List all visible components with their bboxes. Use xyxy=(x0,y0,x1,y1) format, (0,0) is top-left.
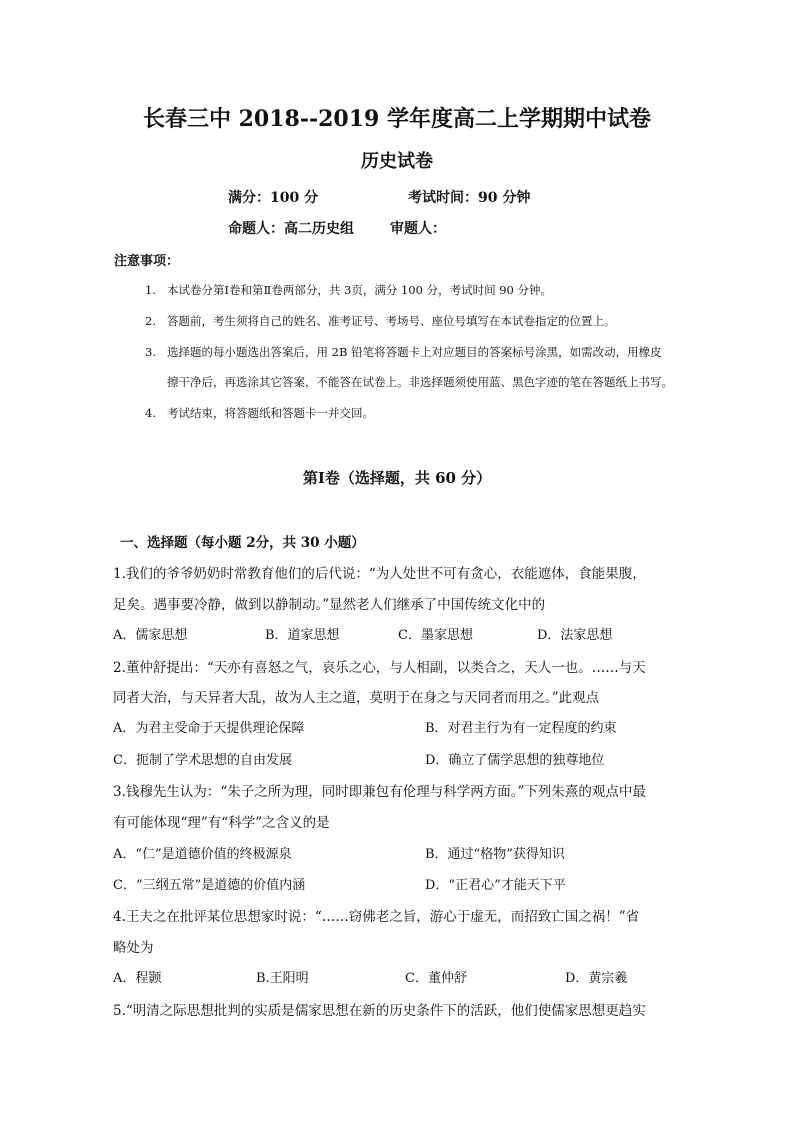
question-2-option-d: D．确立了儒学思想的独尊地位 xyxy=(425,753,605,768)
question-2-line-1: 2.董仲舒提出：“天亦有喜怒之气，哀乐之心，与人相副，以类合之，天人一也。……与天 xyxy=(113,660,646,676)
note-item xyxy=(145,344,662,360)
exam-time: 考试时间：90 分钟 xyxy=(408,190,531,206)
question-4-option-c: C．董仲舒 xyxy=(405,971,467,986)
question-1-option-c: C．墨家思想 xyxy=(398,628,473,643)
full-score: 满分：100 分 xyxy=(228,190,319,206)
question-3-option-b: B．通过“格物”获得知识 xyxy=(425,847,565,862)
question-1-line-2: 足矣。遇事要冷静，做到以静制动。”显然老人们继承了中国传统文化中的 xyxy=(113,597,546,613)
question-3-option-c: C．“三纲五常”是道德的价值内涵 xyxy=(113,878,306,893)
question-4-line-2: 略处为 xyxy=(113,940,154,956)
question-2-option-a: A．为君主受命于天提供理论保障 xyxy=(113,721,305,736)
reviewer: 审题人： xyxy=(390,221,446,237)
question-2-option-b: B．对君主行为有一定程度的约束 xyxy=(425,721,617,736)
question-1-line-1: 1.我们的爷爷奶奶时常教育他们的后代说：“为人处世不可有贪心，衣能遮体，食能果腹， xyxy=(113,566,646,582)
part-heading: 一、选择题（每小题 2分，共 30 小题） xyxy=(120,535,365,551)
question-4-option-a: A．程颢 xyxy=(113,971,162,986)
note-item xyxy=(145,374,673,390)
question-2-option-c: C．扼制了学术思想的自由发展 xyxy=(113,753,292,768)
note-text: 擦干净后，再选涂其它答案，不能答在试卷上。非选择题须使用蓝、黑色字迹的笔在答题纸上书写。 xyxy=(167,375,673,389)
note-text: 选择题的每小题选出答案后，用 2B 铅笔将答题卡上对应题目的答案标号涂黑，如需改动，用橡皮 xyxy=(167,345,662,359)
question-4-option-d: D．黄宗羲 xyxy=(565,971,628,986)
exam-subtitle: 历史试卷 xyxy=(361,151,433,172)
question-2-line-2: 同者大治，与天异者大乱，故为人主之道，莫明于在身之与天同者而用之。”此观点 xyxy=(113,690,600,706)
question-3-line-1: 3.钱穆先生认为：“朱子之所为理，同时即兼包有伦理与科学两方面。”下列朱熹的观点中最 xyxy=(113,784,646,800)
question-4-option-b: B.王阳明 xyxy=(256,971,309,986)
note-item xyxy=(145,282,552,298)
question-4-line-1: 4.王夫之在批评某位思想家时说：“……窃佛老之旨，游心于虚无，而招致亡国之祸！”省 xyxy=(113,909,640,925)
note-item xyxy=(145,313,616,329)
question-5-line-1: 5.“明清之际思想批判的实质是儒家思想在新的历史条件下的活跃，他们使儒家思想更趋实 xyxy=(113,1003,646,1019)
note-text: 答题前，考生须将自己的姓名、准考证号、考场号、座位号填写在本试卷指定的位置上。 xyxy=(167,314,616,328)
question-3-line-2: 有可能体现“理”有“科学”之含义的是 xyxy=(113,815,330,831)
section-title: 第Ⅰ卷（选择题，共 60 分） xyxy=(302,469,492,487)
note-number: 4. xyxy=(145,406,156,420)
note-number: 2. xyxy=(145,314,156,328)
note-number: 3. xyxy=(145,345,156,359)
note-text: 考试结束，将答题纸和答题卡一并交回。 xyxy=(167,406,374,420)
question-1-option-a: A．儒家思想 xyxy=(113,628,188,643)
question-1-option-b: B．道家思想 xyxy=(265,628,340,643)
notes-heading: 注意事项： xyxy=(114,254,180,269)
note-text: 本试卷分第Ⅰ卷和第Ⅱ卷两部分，共 3页，满分 100 分，考试时间 90 分钟。 xyxy=(167,283,553,297)
note-number: 1. xyxy=(145,283,156,297)
exam-title: 长春三中 2018--2019 学年度高二上学期期中试卷 xyxy=(142,106,652,132)
question-3-option-d: D．“正君心”才能天下平 xyxy=(425,878,566,893)
author: 命题人：高二历史组 xyxy=(228,221,354,237)
note-item xyxy=(145,405,374,421)
question-3-option-a: A．“仁”是道德价值的终极源泉 xyxy=(113,847,292,862)
question-1-option-d: D．法家思想 xyxy=(537,628,613,643)
